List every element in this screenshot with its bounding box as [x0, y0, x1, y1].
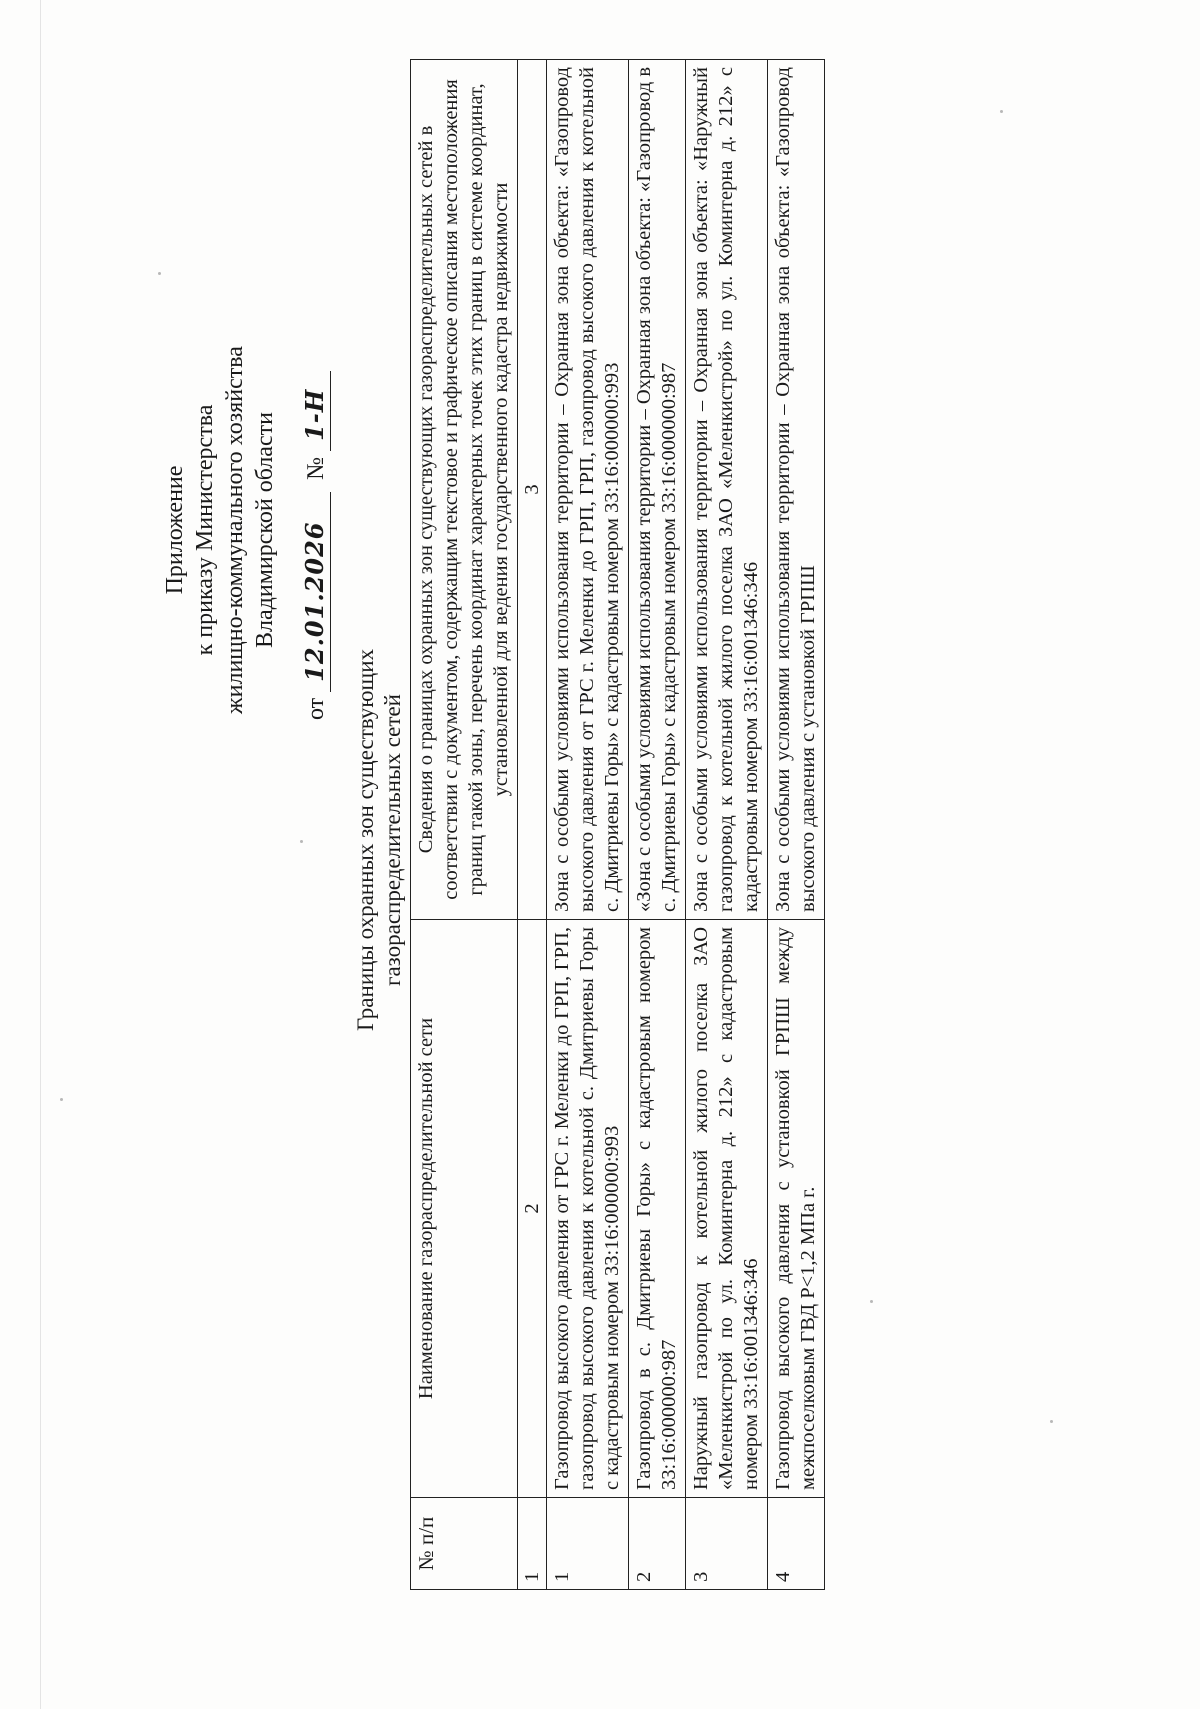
- date-prefix: от: [303, 697, 329, 720]
- row-number: 2: [629, 1498, 686, 1590]
- rotated-content: [40, 40, 1160, 1640]
- column-index-row: [518, 60, 547, 1590]
- row-number: 3: [686, 1498, 768, 1590]
- document-title: [352, 40, 406, 1640]
- network-name: Газопровод высокого давления с установкой ГРПШ между межпоселковым ГВД Р<1,2 МПа г.: [768, 920, 825, 1498]
- table-row: [686, 60, 768, 1590]
- order-date: 12.01.2026: [300, 492, 331, 692]
- header-name: Наименование газораспределительной сети: [411, 920, 518, 1498]
- zone-info: Зона с особыми условиями использования территории – Охранная зона объекта: «Наружный газопровод к котельной жилого поселка ЗАО «Меленкистрой» по ул. Коминтерна д. 212» с кадастровым номером 33:16:001346:346: [686, 60, 768, 920]
- column-index: 3: [518, 60, 547, 920]
- appendix-line: к приказу Министерства: [192, 404, 218, 656]
- appendix-block: [160, 220, 331, 840]
- zone-info: Зона с особыми условиями использования территории – Охранная зона объекта: «Газопровод высокого давления от ГРС г. Меленки до ГРП, ГРП, газопровод высокого давления к котельной с. Дмитриевы Горы» с кадастровым номером 33:16:000000:993: [547, 60, 629, 920]
- network-name: Наружный газопровод к котельной жилого поселка ЗАО «Меленкистрой по ул. Коминтерна д. 212» с кадастровым номером 33:16:001346:346: [686, 920, 768, 1498]
- zones-table: [410, 59, 825, 1590]
- title-line: Границы охранных зон существующих: [353, 648, 378, 1032]
- row-number: 4: [768, 1498, 825, 1590]
- row-number: 1: [547, 1498, 629, 1590]
- appendix-line: Приложение: [162, 465, 188, 595]
- column-index: 1: [518, 1498, 547, 1590]
- number-prefix: №: [303, 456, 329, 480]
- order-date-row: [300, 220, 331, 840]
- network-name: Газопровод в с. Дмитриевы Горы» с кадастровым номером 33:16:000000:987: [629, 920, 686, 1498]
- title-line: газораспределительных сетей: [380, 694, 405, 986]
- zone-info: Зона с особыми условиями использования территории – Охранная зона объекта: «Газопровод высокого давления с установкой ГРПШ: [768, 60, 825, 920]
- table-row: [768, 60, 825, 1590]
- header-num: № п/п: [411, 1498, 518, 1590]
- header-info: Сведения о границах охранных зон существующих газораспределительных сетей в соответствии с документом, содержащим текстовое и графическое описания местоположения границ такой зоны, перечень координат характерных точек этих границ в системе координат, установленной для ведения государственного кадастра недвижимости: [411, 60, 518, 920]
- network-name: Газопровод высокого давления от ГРС г. Меленки до ГРП, ГРП, газопровод высокого давления к котельной с. Дмитриевы Горы с кадастровым номером 33:16:000000:993: [547, 920, 629, 1498]
- order-number: 1-Н: [300, 371, 331, 451]
- table-row: [547, 60, 629, 1590]
- zone-info: «Зона с особыми условиями использования территории – Охранная зона объекта: «Газопровод в с. Дмитриевы Горы» с кадастровым номером 33:16:000000:987: [629, 60, 686, 920]
- column-index: 2: [518, 920, 547, 1498]
- table-row: [629, 60, 686, 1590]
- appendix-line: жилищно-коммунального хозяйства: [222, 346, 248, 714]
- appendix-line: Владимирской области: [252, 412, 278, 648]
- table-header-row: [411, 60, 518, 1590]
